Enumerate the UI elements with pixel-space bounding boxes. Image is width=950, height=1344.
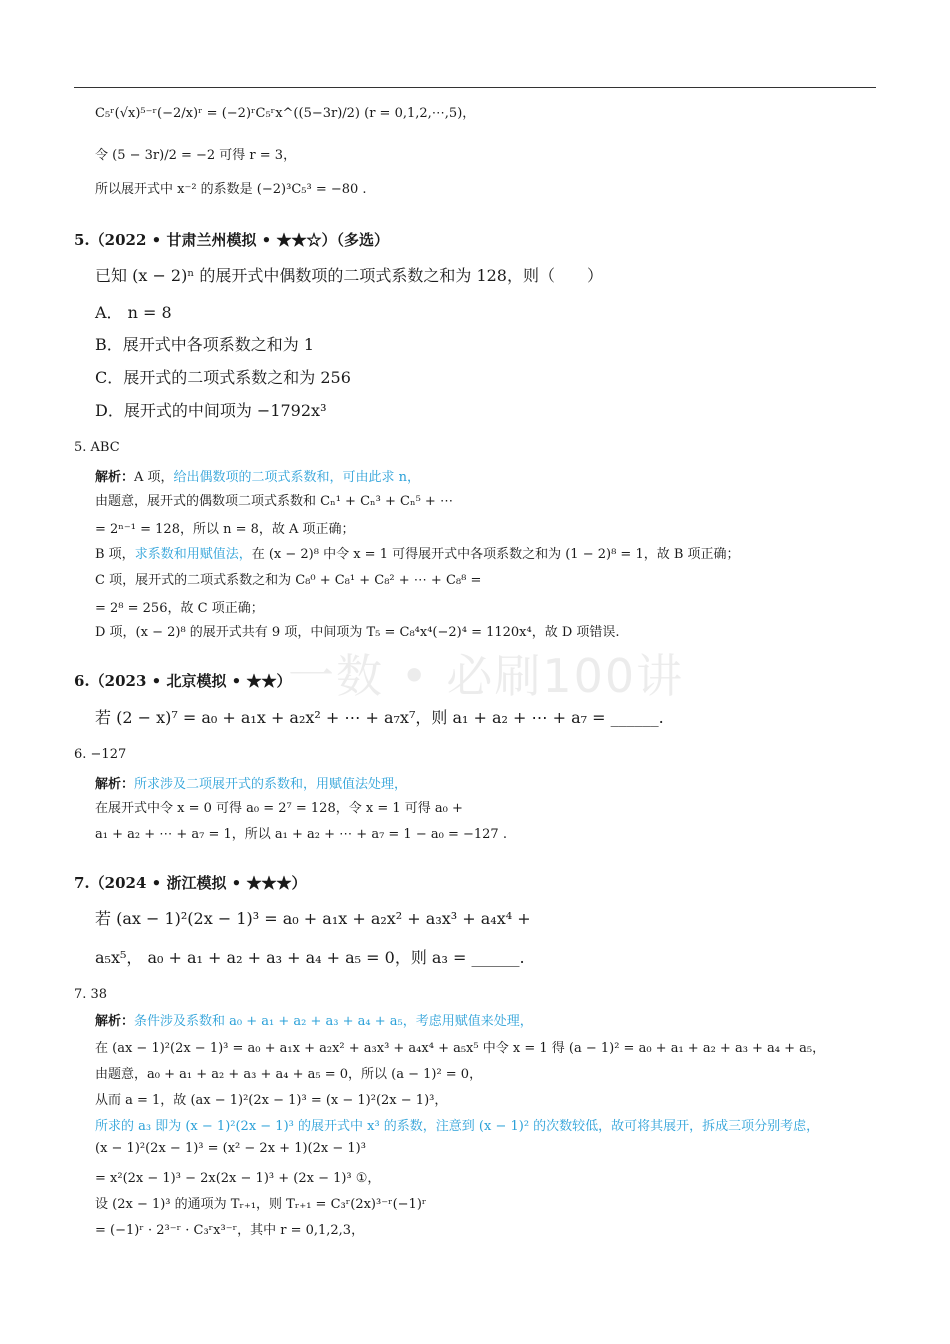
q5-solution-line-1 <box>95 466 420 485</box>
q5-solution-line-b <box>95 543 740 562</box>
q5-sol-b-hint: 求系数和用赋值法， <box>134 547 252 562</box>
q7-solution-line-5-hint: 所求的 a₃ 即为 (x − 1)²(2x − 1)³ 的展开式中 x³ 的系数，注意到 (x − 1)² 的次数较低，故可将其展开，拆成三项分别考虑， <box>95 1119 820 1134</box>
header-rule <box>74 87 876 88</box>
q5-sol-b-prefix: B 项， <box>95 547 135 562</box>
q7-stem-line-2: a₅x⁵， a₀ + a₁ + a₂ + a₃ + a₄ + a₅ = 0，则 a₃ = ______. <box>95 948 525 967</box>
solution-label: 解析： <box>95 777 135 792</box>
q5-stem: 已知 (x − 2)ⁿ 的展开式中偶数项的二项式系数之和为 128，则（ ） <box>95 266 603 285</box>
q6-solution-line-2: 在展开式中令 x = 0 可得 a₀ = 2⁷ = 128，令 x = 1 可得 a₀ + <box>95 801 463 816</box>
q5-solution-line-3: = 2ⁿ⁻¹ = 128，所以 n = 8，故 A 项正确； <box>95 522 355 537</box>
q6-sol-hint: 所求涉及二项展开式的系数和，用赋值法处理， <box>134 777 408 792</box>
q5-solution-line-c2: = 2⁸ = 256，故 C 项正确； <box>95 601 264 616</box>
q7-solution-line-1 <box>95 1010 533 1029</box>
q5-answer: 5. ABC <box>74 440 120 455</box>
q6-solution-line-1 <box>95 773 407 792</box>
q5-sol-a-hint: 给出偶数项的二项式系数和，可由此求 n， <box>173 470 421 485</box>
q5-header: 5.（2022 • 甘肃兰州模拟 • ★★☆）（多选） <box>74 231 389 249</box>
q5-sol-a-prefix: A 项， <box>134 470 174 485</box>
q7-sol-hint: 条件涉及系数和 a₀ + a₁ + a₂ + a₃ + a₄ + a₅，考虑用赋值来处理， <box>134 1014 533 1029</box>
q6-stem: 若 (2 − x)⁷ = a₀ + a₁x + a₂x² + ⋯ + a₇x⁷，则 a₁ + a₂ + ⋯ + a₇ = ______. <box>95 708 664 727</box>
watermark: 一数 • 必刷100讲 <box>288 649 685 703</box>
q6-answer: 6. −127 <box>74 747 127 762</box>
prev-solution-line-2: 令 (5 − 3r)/2 = −2 可得 r = 3， <box>95 148 297 163</box>
q7-solution-line-8: 设 (2x − 1)³ 的通项为 Tᵣ₊₁，则 Tᵣ₊₁ = C₃ʳ(2x)³⁻ʳ(−1)ʳ <box>95 1197 427 1212</box>
q5-solution-line-2: 由题意，展开式的偶数项二项式系数和 Cₙ¹ + Cₙ³ + Cₙ⁵ + ⋯ <box>95 494 453 509</box>
q6-header: 6.（2023 • 北京模拟 • ★★） <box>74 672 292 690</box>
q5-sol-b-rest: 在 (x − 2)⁸ 中令 x = 1 可得展开式中各项系数之和为 (1 − 2)⁸ = 1，故 B 项正确； <box>251 547 740 562</box>
q5-option-a: A． n = 8 <box>95 303 172 322</box>
prev-solution-line-3: 所以展开式中 x⁻² 的系数是 (−2)³C₅³ = −80 . <box>95 182 367 197</box>
q7-solution-line-7: = x²(2x − 1)³ − 2x(2x − 1)³ + (2x − 1)³ ①， <box>95 1171 381 1186</box>
q7-solution-line-9: = (−1)ʳ · 2³⁻ʳ · C₃ʳx³⁻ʳ，其中 r = 0,1,2,3， <box>95 1223 365 1238</box>
solution-label: 解析： <box>95 1014 135 1029</box>
q5-option-b: B．展开式中各项系数之和为 1 <box>95 335 315 354</box>
q7-solution-line-6: (x − 1)²(2x − 1)³ = (x² − 2x + 1)(2x − 1)³ <box>95 1141 366 1156</box>
q7-stem-line-1: 若 (ax − 1)²(2x − 1)³ = a₀ + a₁x + a₂x² + a₃x³ + a₄x⁴ + <box>95 909 531 928</box>
solution-label: 解析： <box>95 470 135 485</box>
q5-option-c: C．展开式的二项式系数之和为 256 <box>95 368 351 387</box>
prev-solution-line-1: C₅ʳ(√x)⁵⁻ʳ(−2/x)ʳ = (−2)ʳC₅ʳx^((5−3r)/2) (r = 0,1,2,⋯,5)， <box>95 106 476 121</box>
q7-answer: 7. 38 <box>74 987 108 1002</box>
q7-solution-line-4: 从而 a = 1，故 (ax − 1)²(2x − 1)³ = (x − 1)²(2x − 1)³， <box>95 1093 448 1108</box>
q7-header: 7.（2024 • 浙江模拟 • ★★★） <box>74 874 307 892</box>
q5-solution-line-c1: C 项，展开式的二项式系数之和为 C₈⁰ + C₈¹ + C₈² + ⋯ + C₈⁸ = <box>95 573 482 588</box>
q6-solution-line-3: a₁ + a₂ + ⋯ + a₇ = 1，所以 a₁ + a₂ + ⋯ + a₇ = 1 − a₀ = −127 . <box>95 827 507 842</box>
q5-solution-line-d: D 项，(x − 2)⁸ 的展开式共有 9 项，中间项为 T₅ = C₈⁴x⁴(−2)⁴ = 1120x⁴，故 D 项错误. <box>95 625 620 640</box>
q5-option-d: D．展开式的中间项为 −1792x³ <box>95 401 327 420</box>
q7-solution-line-2: 在 (ax − 1)²(2x − 1)³ = a₀ + a₁x + a₂x² + a₃x³ + a₄x⁴ + a₅x⁵ 中令 x = 1 得 (a − 1)² = a₀ + a₁ + a₂ + a₃ + a₄ + a₅， <box>95 1041 826 1056</box>
q7-solution-line-3: 由题意，a₀ + a₁ + a₂ + a₃ + a₄ + a₅ = 0，所以 (a − 1)² = 0， <box>95 1067 483 1082</box>
